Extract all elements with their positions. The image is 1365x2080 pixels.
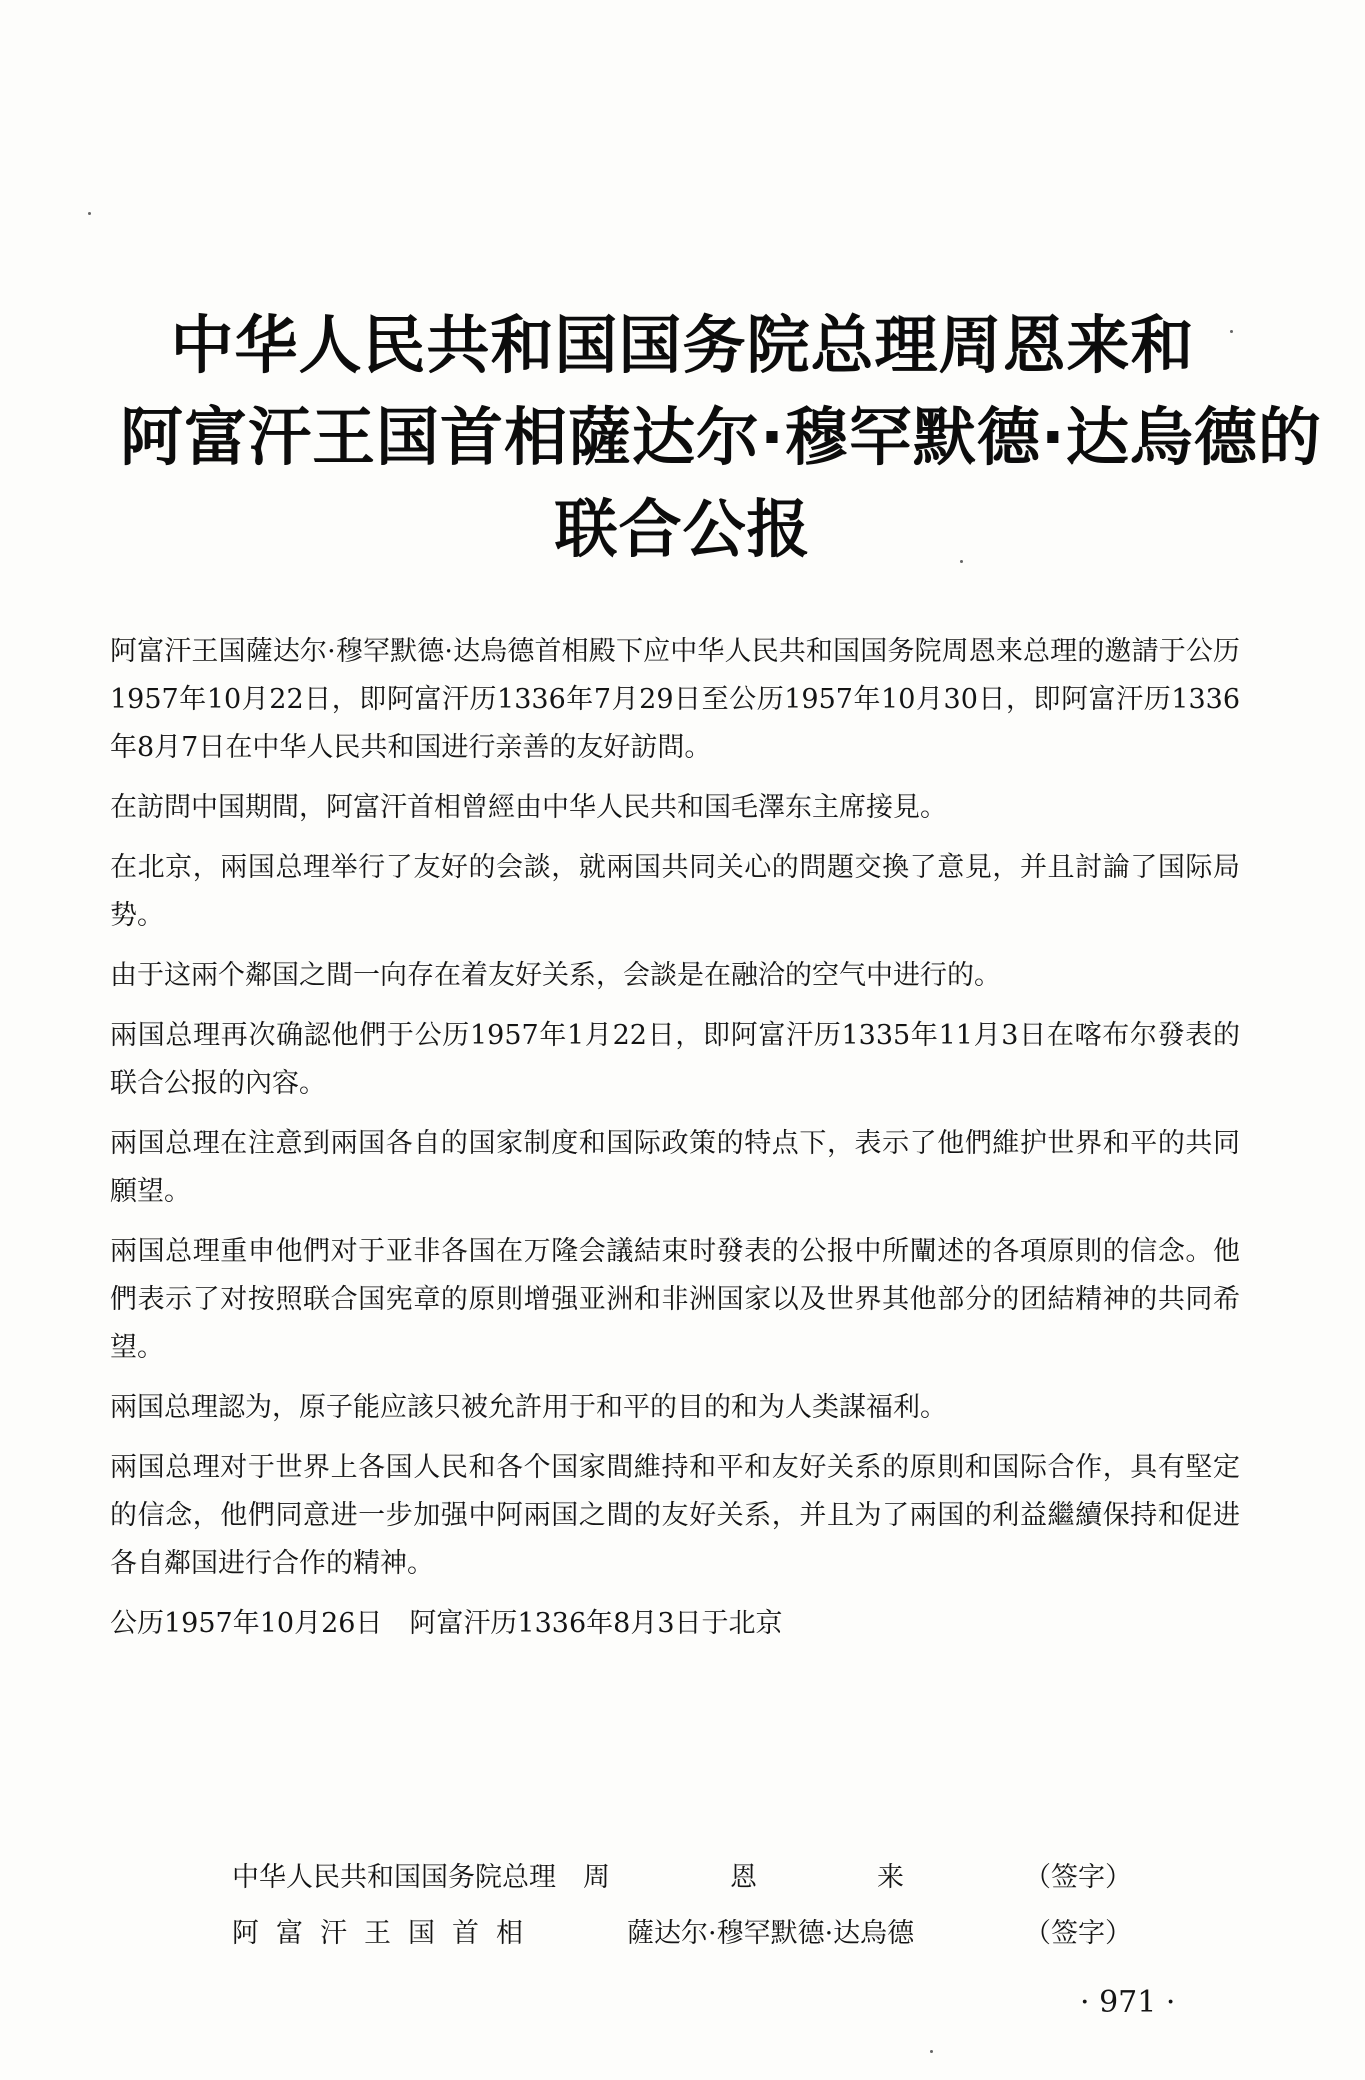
scan-speck [930,2050,933,2053]
signature-row-afghanistan [232,1906,1132,1962]
scan-speck [1230,330,1233,333]
signature-row-china [232,1850,1132,1906]
title-line-2: 阿富汗王国首相薩达尔·穆罕默德·达烏德的 [120,401,1322,474]
paragraph-cooperation: 兩国总理对于世界上各国人民和各个国家間維持和平和友好关系的原則和国际合作，具有堅定的信念，他們同意进一步加强中阿兩国之間的友好关系，并且为了兩国的利益繼續保持和促进各自鄰国进行合作的精神。 [110,1452,1240,1579]
paragraph-talks: 在北京，兩国总理举行了友好的会談，就兩国共同关心的問題交換了意見，并且討論了国际局势。 [110,852,1240,931]
page-number: · 971 · [1080,1985,1176,2020]
paragraph-visit: 阿富汗王国薩达尔·穆罕默德·达烏德首相殿下应中华人民共和国国务院周恩来总理的邀請于公历1957年10月22日，即阿富汗历1336年7月29日至公历1957年10月30日，即阿富汗历1336年8月7日在中华人民共和国进行亲善的友好訪問。 [110,636,1240,763]
paragraph-reaffirm: 兩国总理再次确認他們于公历1957年1月22日，即阿富汗历1335年11月3日在喀布尔發表的联合公报的內容。 [110,1020,1240,1099]
title-line-3: 联合公报 [554,493,811,566]
paragraph-reception: 在訪問中国期間，阿富汗首相曾經由中华人民共和国毛澤东主席接見。 [110,792,947,823]
dateline: 公历1957年10月26日 阿富汗历1336年8月3日于北京 [110,1608,783,1639]
document-body [110,628,1240,1648]
paragraph-peace-wish: 兩国总理在注意到兩国各自的国家制度和国际政策的特点下，表示了他們維护世界和平的共同願望。 [110,1128,1240,1207]
signature-name: 薩达尔·穆罕默德·达烏德 [627,1918,915,1949]
paragraph-bandung: 兩国总理重申他們对于亚非各国在万隆会議結束时發表的公报中所闡述的各項原則的信念。他們表示了对按照联合国宪章的原則增强亚洲和非洲国家以及世界其他部分的团結精神的共同希望。 [110,1236,1240,1363]
signature-note: （签字） [1024,1862,1132,1893]
signature-name: 周恩来 [583,1862,1024,1893]
paragraph-atmosphere: 由于这兩个鄰国之間一向存在着友好关系，会談是在融洽的空气中进行的。 [110,960,1001,991]
scan-speck [960,560,963,563]
signature-title: 中华人民共和国国务院总理 [232,1862,556,1893]
paragraph-atomic: 兩国总理認为，原子能应該只被允許用于和平的目的和为人类謀福利。 [110,1392,947,1423]
signature-block [232,1850,1132,1962]
title-line-1: 中华人民共和国国务院总理周恩来和 [170,309,1195,382]
signature-note: （签字） [1024,1918,1132,1949]
document-title [120,300,1322,576]
scan-speck [88,212,91,215]
signature-title: 阿富汗王国首相 [232,1918,540,1949]
